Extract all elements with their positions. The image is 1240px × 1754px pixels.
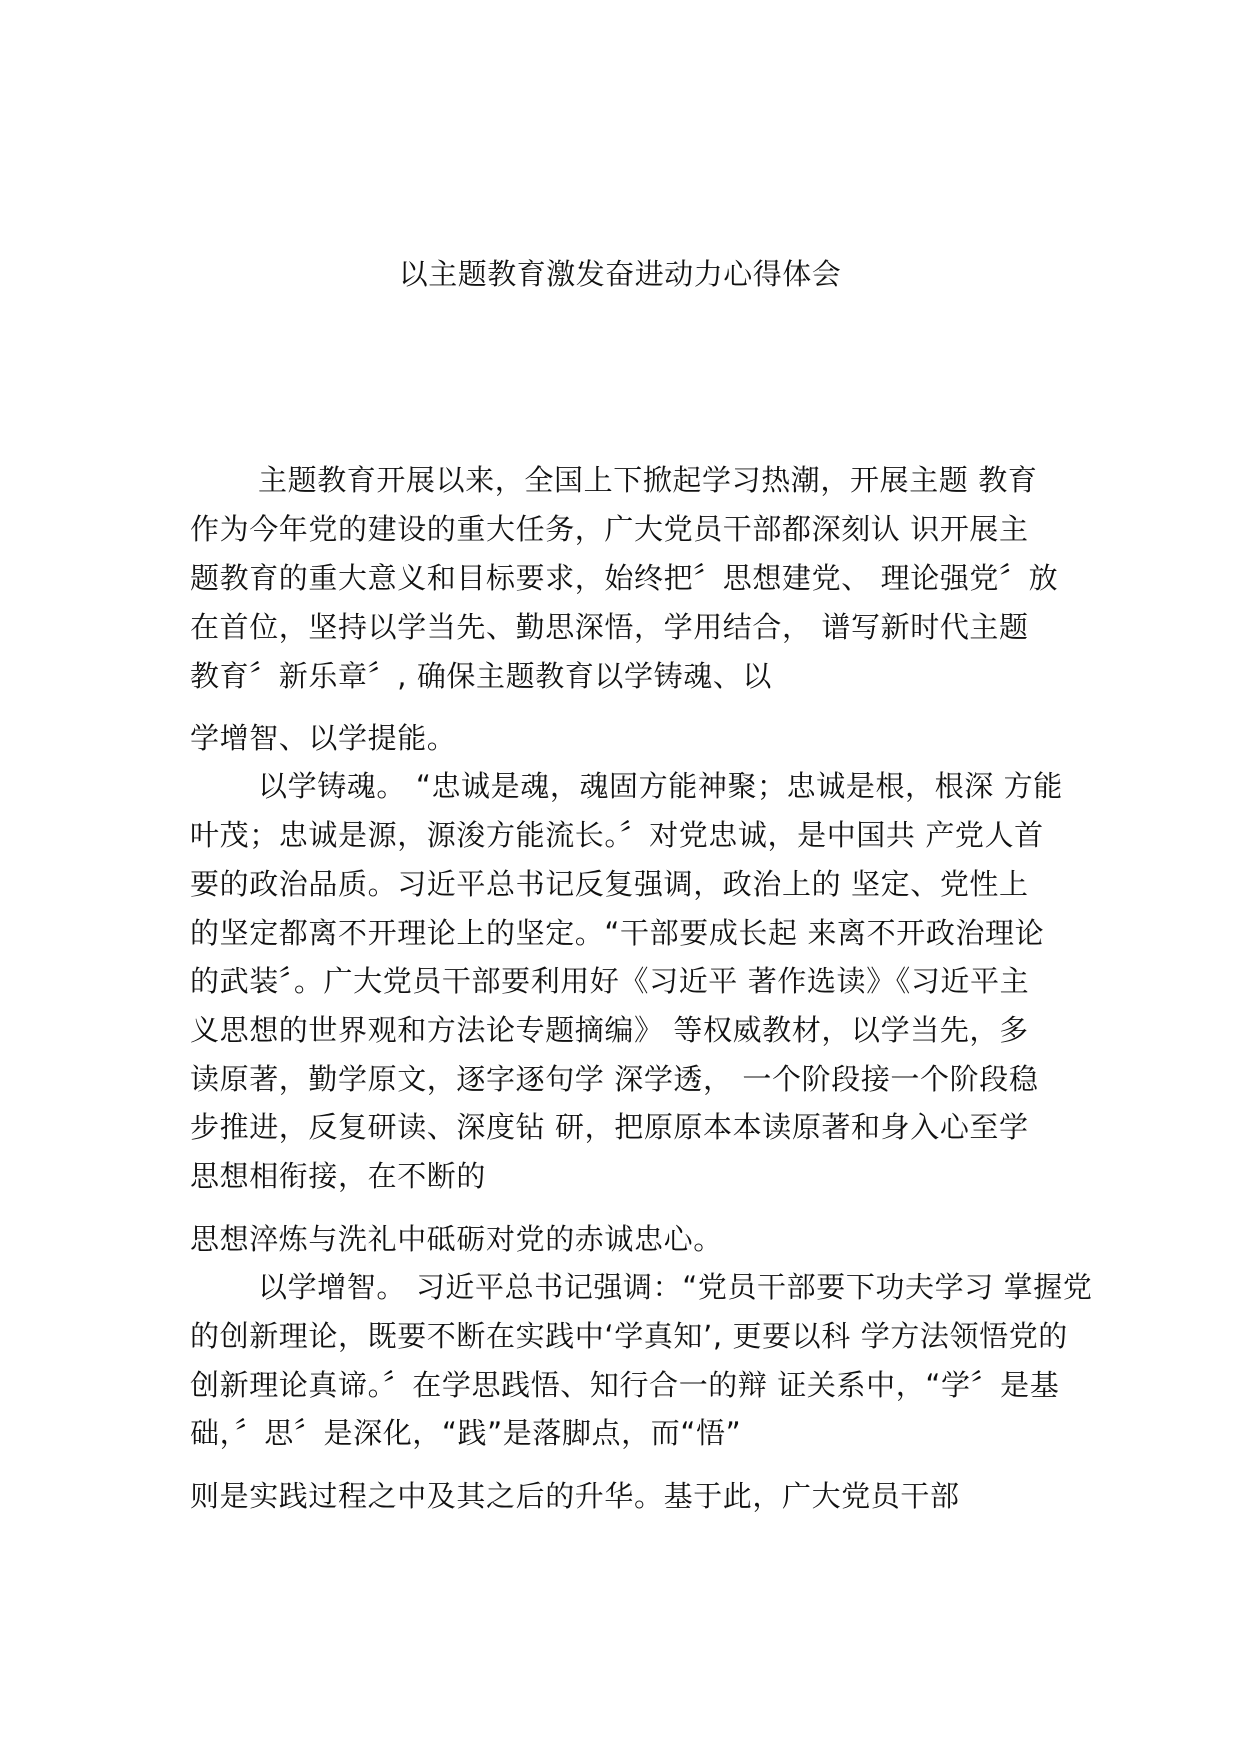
paragraph-line: 思想淬炼与洗礼中砥砺对党的赤诚忠心。 (190, 1222, 723, 1256)
paragraph-line: 的创新理论，既要不断在实践中‘学真知’, 更要以科 学方法领悟党的 (190, 1319, 1068, 1353)
document-title: 以主题教育激发奋进动力心得体会 (398, 257, 842, 291)
paragraph-line: 题教育的重大意义和目标要求，始终把〞思想建党、 理论强党〞放 (190, 561, 1059, 595)
paragraph-line: 读原著，勤学原文，逐字逐句学 深学透， 一个阶段接一个阶段稳 (190, 1062, 1039, 1096)
paragraph-line: 在首位，坚持以学当先、勤思深悟，学用结合， 谱写新时代主题 (190, 610, 1029, 644)
paragraph-line: 步推进，反复研读、深度钻 研，把原原本本读原著和身入心至学 (190, 1110, 1029, 1144)
paragraph-line: 叶茂；忠诚是源，源浚方能流长。〞对党忠诚，是中国共 产党人首 (190, 818, 1044, 852)
paragraph-line: 义思想的世界观和方法论专题摘编》 等权威教材，以学当先，多 (190, 1013, 1029, 1047)
paragraph-line: 的坚定都离不开理论上的坚定。“干部要成长起 来离不开政治理论 (190, 916, 1045, 950)
paragraph-line: 作为今年党的建设的重大任务，广大党员干部都深刻认 识开展主 (190, 512, 1029, 546)
paragraph-line: 思想相衔接，在不断的 (190, 1159, 487, 1193)
paragraph-line: 的武装〞。广大党员干部要利用好《习近平 著作选读》《习近平主 (190, 964, 1030, 998)
paragraph-line: 要的政治品质。习近平总书记反复强调，政治上的 坚定、党性上 (190, 867, 1029, 901)
paragraph-line: 创新理论真谛。〞在学思践悟、知行合一的辩 证关系中，“学〞是基 (190, 1368, 1060, 1402)
paragraph-line: 础，〞思〞是深化，“践”是落脚点，而“悟” (190, 1416, 742, 1450)
paragraph-line: 主题教育开展以来，全国上下掀起学习热潮，开展主题 教育 (258, 463, 1038, 497)
paragraph-line: 以学增智。 习近平总书记强调：“党员干部要下功夫学习 掌握党 (258, 1270, 1093, 1304)
paragraph-line: 以学铸魂。 “忠诚是魂，魂固方能神聚；忠诚是根，根深 方能 (258, 769, 1063, 803)
paragraph-line: 则是实践过程之中及其之后的升华。基于此，广大党员干部 (190, 1479, 960, 1513)
paragraph-line: 学增智、以学提能。 (190, 721, 457, 755)
paragraph-line: 教育〞新乐章〞, 确保主题教育以学铸魂、以 (190, 659, 773, 693)
